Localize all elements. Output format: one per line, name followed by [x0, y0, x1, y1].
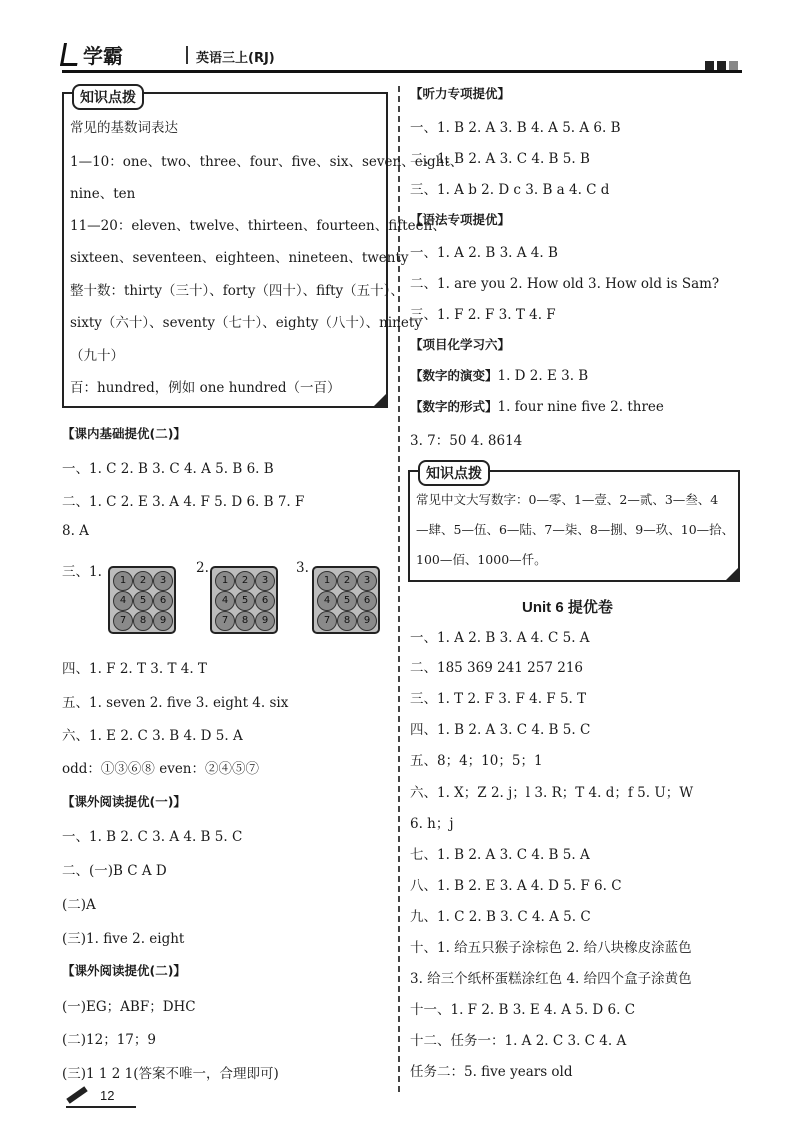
answer-line: 二、1. B 2. A 3. C 4. B 5. B	[410, 151, 590, 167]
box-line: 11—20：eleven、twelve、thirteen、fourteen、fifteen、	[70, 218, 446, 234]
answer-line: 一、1. A 2. B 3. A 4. C 5. A	[410, 630, 590, 646]
header-separator	[186, 46, 188, 64]
answer-line: odd：①③⑥⑧ even：②④⑤⑦	[62, 761, 260, 777]
answer-line: 3. 7：50 4. 8614	[410, 433, 523, 449]
grid-number-circle: 4	[113, 591, 133, 611]
answer-line: 【数字的形式】1. four nine five 2. three	[410, 399, 664, 415]
answer-line: 三、1. F 2. F 3. T 4. F	[410, 307, 556, 323]
answer-line: 一、1. C 2. B 3. C 4. A 5. B 6. B	[62, 461, 274, 477]
grid-number-circle: 3	[153, 571, 173, 591]
box-line: nine、ten	[70, 186, 136, 202]
answer-line: (三)1 1 2 1(答案不唯一，合理即可)	[62, 1066, 279, 1082]
page-header	[62, 34, 742, 74]
box-line: 整十数：thirty（三十）、forty（四十）、fifty（五十）、	[70, 283, 404, 299]
grid-number-circle: 9	[255, 611, 275, 631]
grid-number-circle: 6	[153, 591, 173, 611]
grid-number-circle: 1	[113, 571, 133, 591]
answer-line: 二、1. are you 2. How old 3. How old is Sam?	[410, 276, 720, 292]
answer-line: (二)12；17；9	[62, 1032, 156, 1048]
grid-number-circle: 6	[357, 591, 377, 611]
grid-number-circle: 2	[235, 571, 255, 591]
number-grid-1	[108, 566, 176, 634]
box-line: 100—佰、1000—仟。	[416, 552, 547, 567]
knowledge-tag: 知识点拨	[72, 84, 144, 110]
answer-line: 八、1. B 2. E 3. A 4. D 5. F 6. C	[410, 878, 622, 894]
column-divider	[398, 86, 400, 1092]
answer-line: 三、1.	[62, 564, 102, 580]
answer-line: 二、1. C 2. E 3. A 4. F 5. D 6. B 7. F	[62, 494, 305, 510]
grid-number-circle: 4	[215, 591, 235, 611]
grid-number-circle: 3	[357, 571, 377, 591]
grid-number-circle: 5	[235, 591, 255, 611]
answer-line: 任务二：5. five years old	[410, 1064, 573, 1080]
answer-line: 七、1. B 2. A 3. C 4. B 5. A	[410, 847, 590, 863]
answer-line: 十二、任务一：1. A 2. C 3. C 4. A	[410, 1033, 627, 1049]
subject-label: 英语三上(RJ)	[196, 51, 275, 66]
answer-line: 九、1. C 2. B 3. C 4. A 5. C	[410, 909, 591, 925]
box-line: 常见的基数词表达	[70, 120, 178, 136]
grid-number-circle: 9	[357, 611, 377, 631]
brand-logo: 学霸	[62, 40, 123, 69]
answer-line: (一)EG；ABF；DHC	[62, 999, 196, 1015]
number-grid-3	[312, 566, 380, 634]
answer-line: 四、1. F 2. T 3. T 4. T	[62, 661, 207, 677]
grid-number-circle: 7	[113, 611, 133, 631]
answer-line: 一、1. B 2. A 3. B 4. A 5. A 6. B	[410, 120, 621, 136]
answer-line: 四、1. B 2. A 3. C 4. B 5. C	[410, 722, 591, 738]
grid-number-circle: 5	[337, 591, 357, 611]
unit-title: Unit 6 提优卷	[522, 599, 613, 616]
grid-number-circle: 1	[317, 571, 337, 591]
answer-line: 十一、1. F 2. B 3. E 4. A 5. D 6. C	[410, 1002, 636, 1018]
box-line: sixteen、seventeen、eighteen、nineteen、twenty	[70, 250, 409, 266]
section-title: 【课外阅读提优(一)】	[62, 794, 186, 809]
section-title: 【听力专项提优】	[410, 86, 511, 101]
box-line: （九十）	[70, 348, 124, 364]
section-title: 【语法专项提优】	[410, 212, 511, 227]
page-fold-icon	[724, 566, 740, 582]
cap-icon	[60, 43, 81, 66]
answer-line: 三、1. A b 2. D c 3. B a 4. C d	[410, 182, 610, 198]
answer-line: 三、1. T 2. F 3. F 4. F 5. T	[410, 691, 587, 707]
section-title: 【课内基础提优(二)】	[62, 426, 186, 441]
grid-number-circle: 9	[153, 611, 173, 631]
page-number: 12	[100, 1088, 115, 1103]
answer-line: 3.	[296, 560, 309, 576]
pencil-icon	[66, 1086, 87, 1104]
page-fold-icon	[372, 392, 388, 408]
grid-number-circle: 4	[317, 591, 337, 611]
page-footer	[66, 1088, 114, 1103]
grid-number-circle: 8	[133, 611, 153, 631]
grid-number-circle: 3	[255, 571, 275, 591]
grid-number-circle: 7	[215, 611, 235, 631]
answer-line: 8. A	[62, 523, 89, 539]
answer-line: 一、1. A 2. B 3. A 4. B	[410, 245, 558, 261]
box-line: —肆、5—伍、6—陆、7—柒、8—捌、9—玖、10—拾、	[416, 522, 735, 537]
answer-line: 五、8；4；10；5；1	[410, 753, 543, 769]
answer-line: 六、1. E 2. C 3. B 4. D 5. A	[62, 728, 243, 744]
number-grid-2	[210, 566, 278, 634]
grid-number-circle: 8	[337, 611, 357, 631]
answer-line: 6. h；j	[410, 816, 454, 832]
box-line: 1—10：one、two、three、four、five、six、seven、eight、	[70, 154, 464, 170]
answer-line: 六、1. X；Z 2. j；l 3. R；T 4. d；f 5. U；W	[410, 785, 694, 801]
section-title: 【项目化学习六】	[410, 337, 511, 352]
answer-line: 五、1. seven 2. five 3. eight 4. six	[62, 695, 289, 711]
answer-line: (二)A	[62, 897, 96, 913]
answer-line: 【数字的演变】1. D 2. E 3. B	[410, 368, 589, 384]
answer-line: 3. 给三个纸杯蛋糕涂红色 4. 给四个盒子涂黄色	[410, 971, 692, 987]
grid-number-circle: 7	[317, 611, 337, 631]
grid-number-circle: 6	[255, 591, 275, 611]
answer-line: 二、185 369 241 257 216	[410, 660, 584, 676]
answer-line: 2.	[196, 560, 209, 576]
grid-number-circle: 2	[337, 571, 357, 591]
box-line: sixty（六十）、seventy（七十）、eighty（八十）、ninety	[70, 315, 422, 331]
knowledge-tag: 知识点拨	[418, 460, 490, 486]
answer-line: (三)1. five 2. eight	[62, 931, 185, 947]
section-title: 【课外阅读提优(二)】	[62, 963, 186, 978]
footer-rule	[66, 1106, 136, 1108]
box-line: 百：hundred，例如 one hundred（一百）	[70, 380, 341, 396]
grid-number-circle: 1	[215, 571, 235, 591]
header-rule	[62, 70, 742, 73]
answer-line: 一、1. B 2. C 3. A 4. B 5. C	[62, 829, 243, 845]
box-line: 常见中文大写数字：0—零、1—壹、2—贰、3—叁、4	[416, 492, 719, 507]
grid-number-circle: 8	[235, 611, 255, 631]
answer-line: 十、1. 给五只猴子涂棕色 2. 给八块橡皮涂蓝色	[410, 940, 692, 956]
answer-line: 二、(一)B C A D	[62, 863, 167, 879]
grid-number-circle: 5	[133, 591, 153, 611]
grid-number-circle: 2	[133, 571, 153, 591]
